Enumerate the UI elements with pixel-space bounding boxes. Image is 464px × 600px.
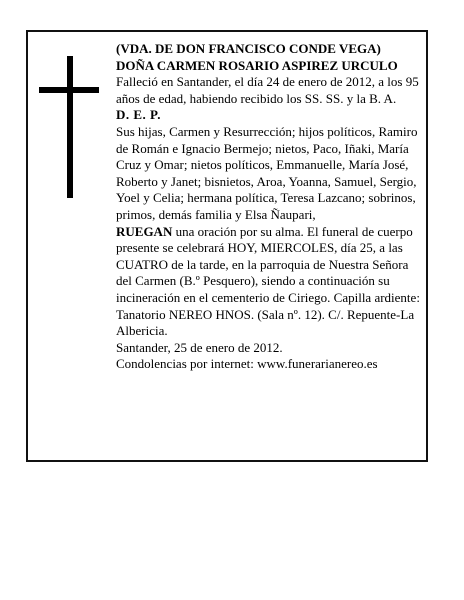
family-list: Sus hijas, Carmen y Resurrección; hijos políticos, Ramiro de Román e Ignacio Bermejo; nietos, Paco, Iñaki, María Cruz y Omar; nietos políticos, Emmanuelle, María José, Roberto y Janet; bisnietos, Aroa, Yoanna, Samuel, Sergio, Yoel y Celia; hermana política, Teresa Lazcano; sobrinos, primos, demás familia y Elsa Ñaupari,	[116, 123, 418, 222]
cross-icon-horizontal	[39, 87, 99, 93]
deceased-name: DOÑA CARMEN ROSARIO ASPIREZ URCULO	[116, 57, 398, 73]
ruegan-word: RUEGAN	[116, 223, 173, 239]
service-paragraph	[116, 224, 422, 340]
widow-line: (VDA. DE DON FRANCISCO CONDE VEGA)	[116, 41, 381, 56]
obituary-text	[116, 41, 422, 373]
dep-line: D. E. P.	[116, 107, 162, 123]
cross-icon-vertical	[67, 56, 73, 198]
service-info: una oración por su alma. El funeral de cuerpo presente se celebrará HOY, MIERCOLES, día 25, a las CUATRO de la tarde, en la parroquia de Nuestra Señora del Carmen (B.º Pesquero), siendo a continuación su incineración en el cementerio de Ciriego. Capilla ardiente: Tanatorio NEREO HNOS. (Sala nº. 12). C/. Repuente-La Albericia.	[116, 223, 420, 339]
obituary-notice	[26, 30, 428, 462]
death-info: Falleció en Santander, el día 24 de enero de 2012, a los 95 años de edad, habiendo recibido los SS. SS. y la B. A.	[116, 74, 419, 106]
date-place: Santander, 25 de enero de 2012.	[116, 339, 283, 355]
condolences-line: Condolencias por internet: www.funerarianereo.es	[116, 356, 378, 372]
